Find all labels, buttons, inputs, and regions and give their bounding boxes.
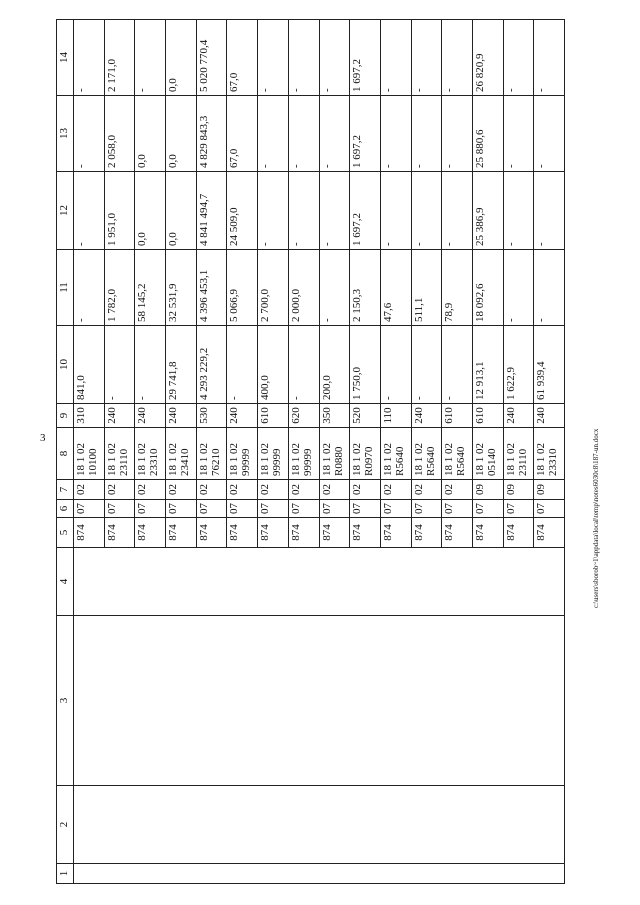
cell-c12: 0,0: [135, 172, 166, 250]
cell-c13: 4 829 843,3: [196, 96, 227, 172]
column-number-3: 3: [57, 616, 74, 786]
cell-c7: 02: [104, 480, 135, 500]
cell-c9: 240: [135, 404, 166, 428]
cell-c5: 874: [534, 518, 565, 548]
column-number-6: 6: [57, 500, 74, 518]
column-number-8: 8: [57, 428, 74, 480]
cell-c10: 1 622,9: [503, 326, 534, 404]
cell-c14: -: [74, 20, 105, 96]
cell-c8: 18 1 02 23310: [534, 428, 565, 480]
cell-c6: 07: [411, 500, 442, 518]
cell-c13: -: [288, 96, 319, 172]
cell-c5: 874: [503, 518, 534, 548]
cell-c9: 240: [503, 404, 534, 428]
cell-c8: 18 1 02 76210: [196, 428, 227, 480]
cell-c9: 240: [411, 404, 442, 428]
cell-c8: 18 1 02 99999: [258, 428, 289, 480]
cell-c5: 874: [350, 518, 381, 548]
column-number-2: 2: [57, 786, 74, 864]
cell-c5: 874: [74, 518, 105, 548]
cell-c6: 07: [442, 500, 473, 518]
cell-c7: 02: [319, 480, 350, 500]
cell-c11: 4 396 453,1: [196, 250, 227, 326]
cell-c6: 07: [319, 500, 350, 518]
column-number-13: 13: [57, 96, 74, 172]
cell-c12: 0,0: [166, 172, 197, 250]
cell-c11: 5 066,9: [227, 250, 258, 326]
cell-c13: -: [411, 96, 442, 172]
cell-c7: 09: [472, 480, 503, 500]
budget-table: [56, 19, 565, 884]
cell-c11: 32 531,9: [166, 250, 197, 326]
cell-c12: -: [534, 172, 565, 250]
cell-c9: 620: [288, 404, 319, 428]
cell-c7: 02: [196, 480, 227, 500]
cell-c11: 58 145,2: [135, 250, 166, 326]
budget-table-container: [56, 20, 565, 884]
cell-c8: 18 1 02 R5640: [411, 428, 442, 480]
empty-cell-col-3: [74, 616, 565, 786]
cell-c12: 1 697,2: [350, 172, 381, 250]
cell-c12: 1 951,0: [104, 172, 135, 250]
cell-c8: 18 1 02 23110: [503, 428, 534, 480]
cell-c5: 874: [472, 518, 503, 548]
cell-c13: -: [319, 96, 350, 172]
cell-c13: -: [503, 96, 534, 172]
column-number-14: 14: [57, 20, 74, 96]
cell-c14: -: [503, 20, 534, 96]
cell-c6: 07: [74, 500, 105, 518]
cell-c12: -: [319, 172, 350, 250]
cell-c7: 02: [227, 480, 258, 500]
cell-c14: 1 697,2: [350, 20, 381, 96]
cell-c9: 520: [350, 404, 381, 428]
cell-c10: -: [380, 326, 411, 404]
cell-c9: 110: [380, 404, 411, 428]
cell-c14: 5 020 770,4: [196, 20, 227, 96]
cell-c12: 25 386,9: [472, 172, 503, 250]
table-body: [74, 20, 565, 884]
cell-c7: 02: [135, 480, 166, 500]
cell-c8: 18 1 02 10100: [74, 428, 105, 480]
cell-c6: 07: [258, 500, 289, 518]
cell-c6: 07: [534, 500, 565, 518]
cell-c12: 4 841 494,7: [196, 172, 227, 250]
cell-c9: 240: [534, 404, 565, 428]
cell-c10: -: [104, 326, 135, 404]
header-row: [57, 20, 74, 884]
cell-c5: 874: [166, 518, 197, 548]
cell-c11: -: [534, 250, 565, 326]
empty-cell-col-4: [74, 548, 565, 616]
cell-c14: -: [258, 20, 289, 96]
cell-c11: 18 092,6: [472, 250, 503, 326]
cell-c7: 02: [288, 480, 319, 500]
cell-c10: 61 939,4: [534, 326, 565, 404]
cell-c14: -: [380, 20, 411, 96]
cell-c11: 2 150,3: [350, 250, 381, 326]
cell-c5: 874: [319, 518, 350, 548]
cell-c6: 07: [196, 500, 227, 518]
cell-c12: 24 509,0: [227, 172, 258, 250]
cell-c8: 18 1 02 23310: [135, 428, 166, 480]
cell-c7: 02: [442, 480, 473, 500]
cell-c10: -: [227, 326, 258, 404]
cell-c5: 874: [135, 518, 166, 548]
cell-c6: 07: [472, 500, 503, 518]
column-number-12: 12: [57, 172, 74, 250]
cell-c7: 02: [166, 480, 197, 500]
cell-c5: 874: [104, 518, 135, 548]
cell-c13: 1 697,2: [350, 96, 381, 172]
cell-c7: 02: [380, 480, 411, 500]
cell-c14: 0,0: [166, 20, 197, 96]
cell-c5: 874: [227, 518, 258, 548]
empty-cell-col-2: [74, 786, 565, 864]
column-number-11: 11: [57, 250, 74, 326]
cell-c11: 1 782,0: [104, 250, 135, 326]
empty-cell-col-1: [74, 864, 565, 884]
cell-c10: -: [135, 326, 166, 404]
column-number-5: 5: [57, 518, 74, 548]
cell-c5: 874: [411, 518, 442, 548]
cell-c6: 07: [503, 500, 534, 518]
cell-c11: 47,6: [380, 250, 411, 326]
cell-c5: 874: [196, 518, 227, 548]
cell-c11: 2 000,0: [288, 250, 319, 326]
cell-c7: 02: [74, 480, 105, 500]
cell-c9: 240: [104, 404, 135, 428]
cell-c8: 18 1 02 99999: [288, 428, 319, 480]
cell-c13: -: [534, 96, 565, 172]
cell-c12: -: [258, 172, 289, 250]
cell-c12: -: [411, 172, 442, 250]
cell-c10: 12 913,1: [472, 326, 503, 404]
cell-c8: 18 1 02 99999: [227, 428, 258, 480]
cell-c6: 07: [227, 500, 258, 518]
cell-c6: 07: [166, 500, 197, 518]
cell-c6: 07: [288, 500, 319, 518]
cell-c12: -: [288, 172, 319, 250]
cell-c10: 400,0: [258, 326, 289, 404]
cell-c6: 07: [380, 500, 411, 518]
column-number-4: 4: [57, 548, 74, 616]
cell-c10: -: [411, 326, 442, 404]
cell-c9: 350: [319, 404, 350, 428]
cell-c12: -: [442, 172, 473, 250]
cell-c11: -: [319, 250, 350, 326]
cell-c10: 4 293 229,2: [196, 326, 227, 404]
cell-c14: -: [288, 20, 319, 96]
cell-c8: 18 1 02 05140: [472, 428, 503, 480]
column-number-10: 10: [57, 326, 74, 404]
cell-c11: 78,9: [442, 250, 473, 326]
cell-c9: 240: [227, 404, 258, 428]
column-number-1: 1: [57, 864, 74, 884]
cell-c13: 67,0: [227, 96, 258, 172]
cell-c5: 874: [442, 518, 473, 548]
cell-c13: -: [74, 96, 105, 172]
cell-c11: 511,1: [411, 250, 442, 326]
cell-c10: -: [288, 326, 319, 404]
cell-c14: 2 171,0: [104, 20, 135, 96]
page-number: 3: [40, 432, 46, 444]
cell-c6: 07: [104, 500, 135, 518]
cell-c10: 200,0: [319, 326, 350, 404]
cell-c12: -: [74, 172, 105, 250]
cell-c10: -: [442, 326, 473, 404]
cell-c8: 18 1 02 23410: [166, 428, 197, 480]
cell-c7: 02: [411, 480, 442, 500]
cell-c6: 07: [135, 500, 166, 518]
cell-c14: -: [442, 20, 473, 96]
cell-c13: 25 880,6: [472, 96, 503, 172]
cell-c14: -: [411, 20, 442, 96]
column-number-7: 7: [57, 480, 74, 500]
cell-c9: 240: [166, 404, 197, 428]
cell-c14: 67,0: [227, 20, 258, 96]
cell-c5: 874: [258, 518, 289, 548]
cell-c9: 610: [472, 404, 503, 428]
cell-c5: 874: [288, 518, 319, 548]
cell-c11: -: [74, 250, 105, 326]
cell-c14: -: [534, 20, 565, 96]
cell-c11: 2 700,0: [258, 250, 289, 326]
cell-c14: -: [135, 20, 166, 96]
cell-c9: 610: [442, 404, 473, 428]
cell-c8: 18 1 02 23110: [104, 428, 135, 480]
cell-c8: 18 1 02 R5640: [442, 428, 473, 480]
cell-c9: 310: [74, 404, 105, 428]
cell-c10: 841,0: [74, 326, 105, 404]
cell-c7: 09: [503, 480, 534, 500]
cell-c12: -: [380, 172, 411, 250]
cell-c10: 29 741,8: [166, 326, 197, 404]
cell-c13: 2 058,0: [104, 96, 135, 172]
cell-c12: -: [503, 172, 534, 250]
cell-c14: 26 820,9: [472, 20, 503, 96]
cell-c7: 02: [350, 480, 381, 500]
cell-c9: 530: [196, 404, 227, 428]
cell-c13: -: [380, 96, 411, 172]
footer-file-path: c:\users\sborob~1\appdata\local\temp\notes6030c8\187-un.docx: [592, 428, 600, 608]
table-row: [74, 20, 105, 884]
cell-c13: 0,0: [166, 96, 197, 172]
cell-c5: 874: [380, 518, 411, 548]
cell-c8: 18 1 02 R0970: [350, 428, 381, 480]
column-number-9: 9: [57, 404, 74, 428]
cell-c8: 18 1 02 R0880: [319, 428, 350, 480]
cell-c9: 610: [258, 404, 289, 428]
cell-c7: 09: [534, 480, 565, 500]
cell-c6: 07: [350, 500, 381, 518]
cell-c13: -: [442, 96, 473, 172]
cell-c11: -: [503, 250, 534, 326]
cell-c14: -: [319, 20, 350, 96]
cell-c8: 18 1 02 R5640: [380, 428, 411, 480]
cell-c10: 1 750,0: [350, 326, 381, 404]
cell-c13: -: [258, 96, 289, 172]
cell-c7: 02: [258, 480, 289, 500]
cell-c13: 0,0: [135, 96, 166, 172]
